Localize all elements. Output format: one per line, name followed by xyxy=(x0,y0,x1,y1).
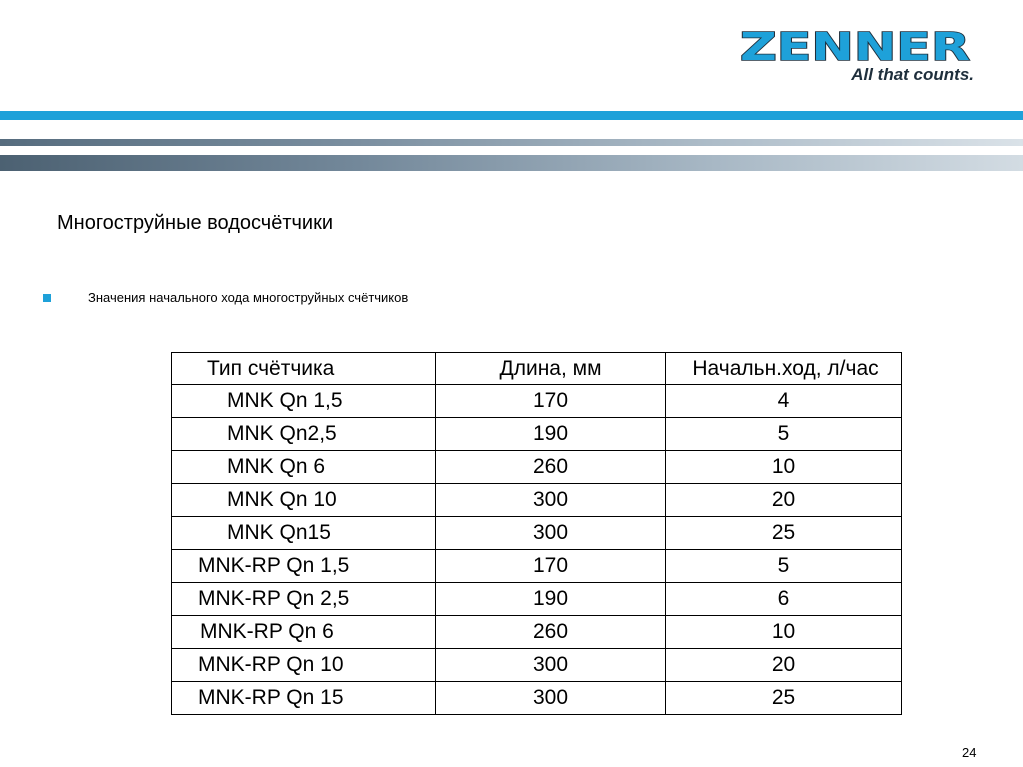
table-row xyxy=(172,451,902,484)
cell-starting-flow: 5 xyxy=(666,418,902,451)
table-row xyxy=(172,418,902,451)
header-stripe-gray xyxy=(0,155,1023,171)
cell-length: 300 xyxy=(436,517,666,550)
table-row xyxy=(172,583,902,616)
cell-starting-flow: 25 xyxy=(666,682,902,715)
table-row xyxy=(172,550,902,583)
table-row xyxy=(172,517,902,550)
table-row xyxy=(172,484,902,517)
table-row xyxy=(172,649,902,682)
zenner-logo-graphic xyxy=(737,24,977,88)
meter-table xyxy=(171,352,902,715)
table-header-row xyxy=(172,353,902,385)
table-row xyxy=(172,682,902,715)
cell-length: 300 xyxy=(436,649,666,682)
cell-length: 260 xyxy=(436,616,666,649)
table-row xyxy=(172,385,902,418)
header-length: Длина, мм xyxy=(436,353,666,385)
cell-length: 300 xyxy=(436,484,666,517)
zenner-wordmark: ZENNER xyxy=(740,25,970,69)
page-number: 24 xyxy=(962,745,977,760)
slide-title: Многоструйные водосчётчики xyxy=(57,212,334,234)
cell-starting-flow: 25 xyxy=(666,517,902,550)
cell-meter-type: MNK Qn15 xyxy=(172,517,436,550)
zenner-logo xyxy=(737,24,977,88)
cell-meter-type: MNK-RP Qn 15 xyxy=(172,682,436,715)
cell-meter-type: MNK-RP Qn 2,5 xyxy=(172,583,436,616)
cell-meter-type: MNK-RP Qn 10 xyxy=(172,649,436,682)
header-starting-flow: Начальн.ход, л/час xyxy=(666,353,902,385)
bullet-square-icon xyxy=(43,294,51,302)
cell-starting-flow: 20 xyxy=(666,484,902,517)
cell-meter-type: MNK Qn2,5 xyxy=(172,418,436,451)
cell-length: 190 xyxy=(436,418,666,451)
cell-starting-flow: 10 xyxy=(666,616,902,649)
header-meter-type: Тип счётчика xyxy=(172,353,436,385)
cell-starting-flow: 6 xyxy=(666,583,902,616)
cell-length: 170 xyxy=(436,550,666,583)
header-stripe-thin-gray xyxy=(0,139,1023,146)
cell-length: 170 xyxy=(436,385,666,418)
cell-starting-flow: 20 xyxy=(666,649,902,682)
bullet-text: Значения начального хода многоструйных счётчиков xyxy=(88,290,409,305)
cell-length: 260 xyxy=(436,451,666,484)
cell-starting-flow: 4 xyxy=(666,385,902,418)
cell-meter-type: MNK-RP Qn 1,5 xyxy=(172,550,436,583)
cell-meter-type: MNK-RP Qn 6 xyxy=(172,616,436,649)
cell-meter-type: MNK Qn 10 xyxy=(172,484,436,517)
header-stripe-blue xyxy=(0,111,1023,120)
cell-starting-flow: 10 xyxy=(666,451,902,484)
cell-length: 300 xyxy=(436,682,666,715)
table-row xyxy=(172,616,902,649)
cell-starting-flow: 5 xyxy=(666,550,902,583)
cell-meter-type: MNK Qn 1,5 xyxy=(172,385,436,418)
zenner-tagline: All that counts. xyxy=(851,65,974,84)
bullet-item xyxy=(43,290,408,306)
cell-length: 190 xyxy=(436,583,666,616)
cell-meter-type: MNK Qn 6 xyxy=(172,451,436,484)
